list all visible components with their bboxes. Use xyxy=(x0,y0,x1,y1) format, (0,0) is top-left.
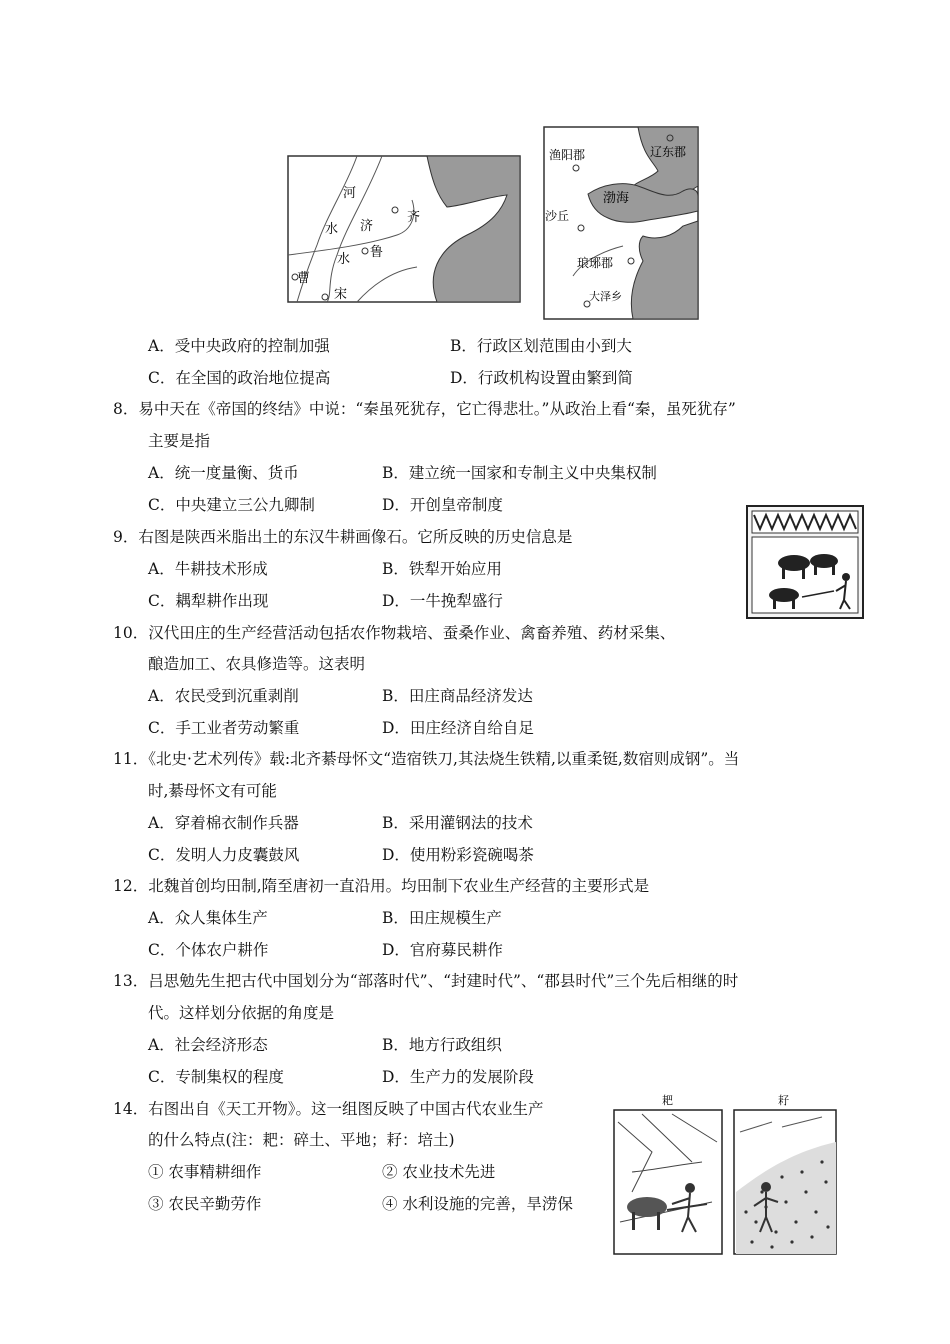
map-qin-commanderies xyxy=(543,126,699,320)
q9-option-d: D．一牛挽犁盛行 xyxy=(382,592,503,610)
q11-option-b: B．采用灌钢法的技术 xyxy=(382,814,533,832)
q11-stem: 11．《北史·艺术列传》载:北齐綦母怀文“造宿铁刀,其法烧生铁精,以重柔铤,数宿则成钢”。当 xyxy=(113,750,740,768)
q10-option-d: D．田庄经济自给自足 xyxy=(382,719,534,737)
map1-label-qi: 齐 xyxy=(407,210,421,225)
q8-option-b: B．建立统一国家和专制主义中央集权制 xyxy=(382,464,657,482)
q10-option-c: C．手工业者劳动繁重 xyxy=(148,719,300,737)
map-qi-lu xyxy=(287,155,521,303)
q8-option-d: D．开创皇帝制度 xyxy=(382,496,503,514)
q14-option-3: ③ 农民辛勤劳作 xyxy=(148,1195,262,1213)
map1-label-shui2: 水 xyxy=(337,252,351,267)
q12-option-b: B．田庄规模生产 xyxy=(382,909,502,927)
q13-option-d: D．生产力的发展阶段 xyxy=(382,1068,534,1086)
q12-option-c: C．个体农户耕作 xyxy=(148,941,269,959)
q10-stem-cont: 酿造加工、农具修造等。这表明 xyxy=(148,655,366,673)
q13-option-a: A．社会经济形态 xyxy=(148,1036,268,1054)
q14-option-4: ④ 水利设施的完善，旱涝保 xyxy=(382,1195,573,1213)
q13-stem-cont: 代。这样划分依据的角度是 xyxy=(148,1004,335,1022)
q11-option-c: C．发明人力皮囊鼓风 xyxy=(148,846,300,864)
q11-option-a: A．穿着棉衣制作兵器 xyxy=(148,814,299,832)
q10-option-b: B．田庄商品经济发达 xyxy=(382,687,533,705)
map2-label-shaqiu: 沙丘 xyxy=(545,209,570,223)
q9-option-a: A．牛耕技术形成 xyxy=(148,560,268,578)
q10-stem: 10．汉代田庄的生产经营活动包括农作物栽培、蚕桑作业、禽畜养殖、药材采集、 xyxy=(113,624,676,642)
map2-label-langya: 琅琊郡 xyxy=(577,256,614,270)
q11-option-d: D．使用粉彩瓷碗喝茶 xyxy=(382,846,534,864)
q13-option-b: B．地方行政组织 xyxy=(382,1036,502,1054)
zi-label: 耔 xyxy=(778,1094,789,1107)
q14-stem: 14．右图出自《天工开物》。这一组图反映了中国古代农业生产 xyxy=(113,1100,544,1118)
tiangong-zi-illustration xyxy=(732,1092,838,1256)
q13-option-c: C．专制集权的程度 xyxy=(148,1068,284,1086)
tiangong-ba-illustration xyxy=(612,1092,724,1256)
ba-label: 耙 xyxy=(662,1094,673,1107)
map1-label-shui1: 水 xyxy=(325,222,339,237)
q7-option-b: B．行政区划范围由小到大 xyxy=(450,337,632,355)
q9-option-b: B．铁犁开始应用 xyxy=(382,560,502,578)
q7-option-c: C．在全国的政治地位提高 xyxy=(148,369,331,387)
q9-option-c: C．耦犁耕作出现 xyxy=(148,592,269,610)
q10-option-a: A．农民受到沉重剥削 xyxy=(148,687,299,705)
q8-stem-cont: 主要是指 xyxy=(148,432,211,450)
map2-label-bohai: 渤海 xyxy=(603,191,630,206)
q8-option-c: C．中央建立三公九卿制 xyxy=(148,496,315,514)
map2-label-liaodong: 辽东郡 xyxy=(650,145,687,159)
q7-option-d: D．行政机构设置由繁到简 xyxy=(450,369,633,387)
ox-plowing-relief-image xyxy=(746,505,864,619)
q12-option-a: A．众人集体生产 xyxy=(148,909,268,927)
map2-label-yuyang: 渔阳郡 xyxy=(549,148,586,162)
q9-stem: 9．右图是陕西米脂出土的东汉牛耕画像石。它所反映的历史信息是 xyxy=(113,528,573,546)
map1-label-lu: 鲁 xyxy=(370,245,384,260)
q14-option-1: ① 农事精耕细作 xyxy=(148,1163,262,1181)
map2-label-dazexiang: 大泽乡 xyxy=(589,290,622,303)
map1-label-song: 宋 xyxy=(334,287,348,302)
q8-option-a: A．统一度量衡、货币 xyxy=(148,464,299,482)
map1-label-cao: 曹 xyxy=(297,271,311,286)
q13-stem: 13．吕思勉先生把古代中国划分为“部落时代”、“封建时代”、“郡县时代”三个先后相继的时 xyxy=(113,972,739,990)
q11-stem-cont: 时,綦母怀文有可能 xyxy=(148,782,277,800)
q14-stem-cont: 的什么特点(注：耙：碎土、平地；耔：培土) xyxy=(148,1131,455,1149)
q14-option-2: ② 农业技术先进 xyxy=(382,1163,496,1181)
q12-stem: 12．北魏首创均田制,隋至唐初一直沿用。均田制下农业生产经营的主要形式是 xyxy=(113,877,650,895)
q8-stem: 8．易中天在《帝国的终结》中说：“秦虽死犹存，它亡得悲壮。”从政治上看“秦，虽死犹存” xyxy=(113,400,736,418)
map1-label-he: 河 xyxy=(343,186,357,201)
map1-label-ji: 济 xyxy=(360,219,374,234)
q12-option-d: D．官府募民耕作 xyxy=(382,941,503,959)
q7-option-a: A．受中央政府的控制加强 xyxy=(148,337,330,355)
